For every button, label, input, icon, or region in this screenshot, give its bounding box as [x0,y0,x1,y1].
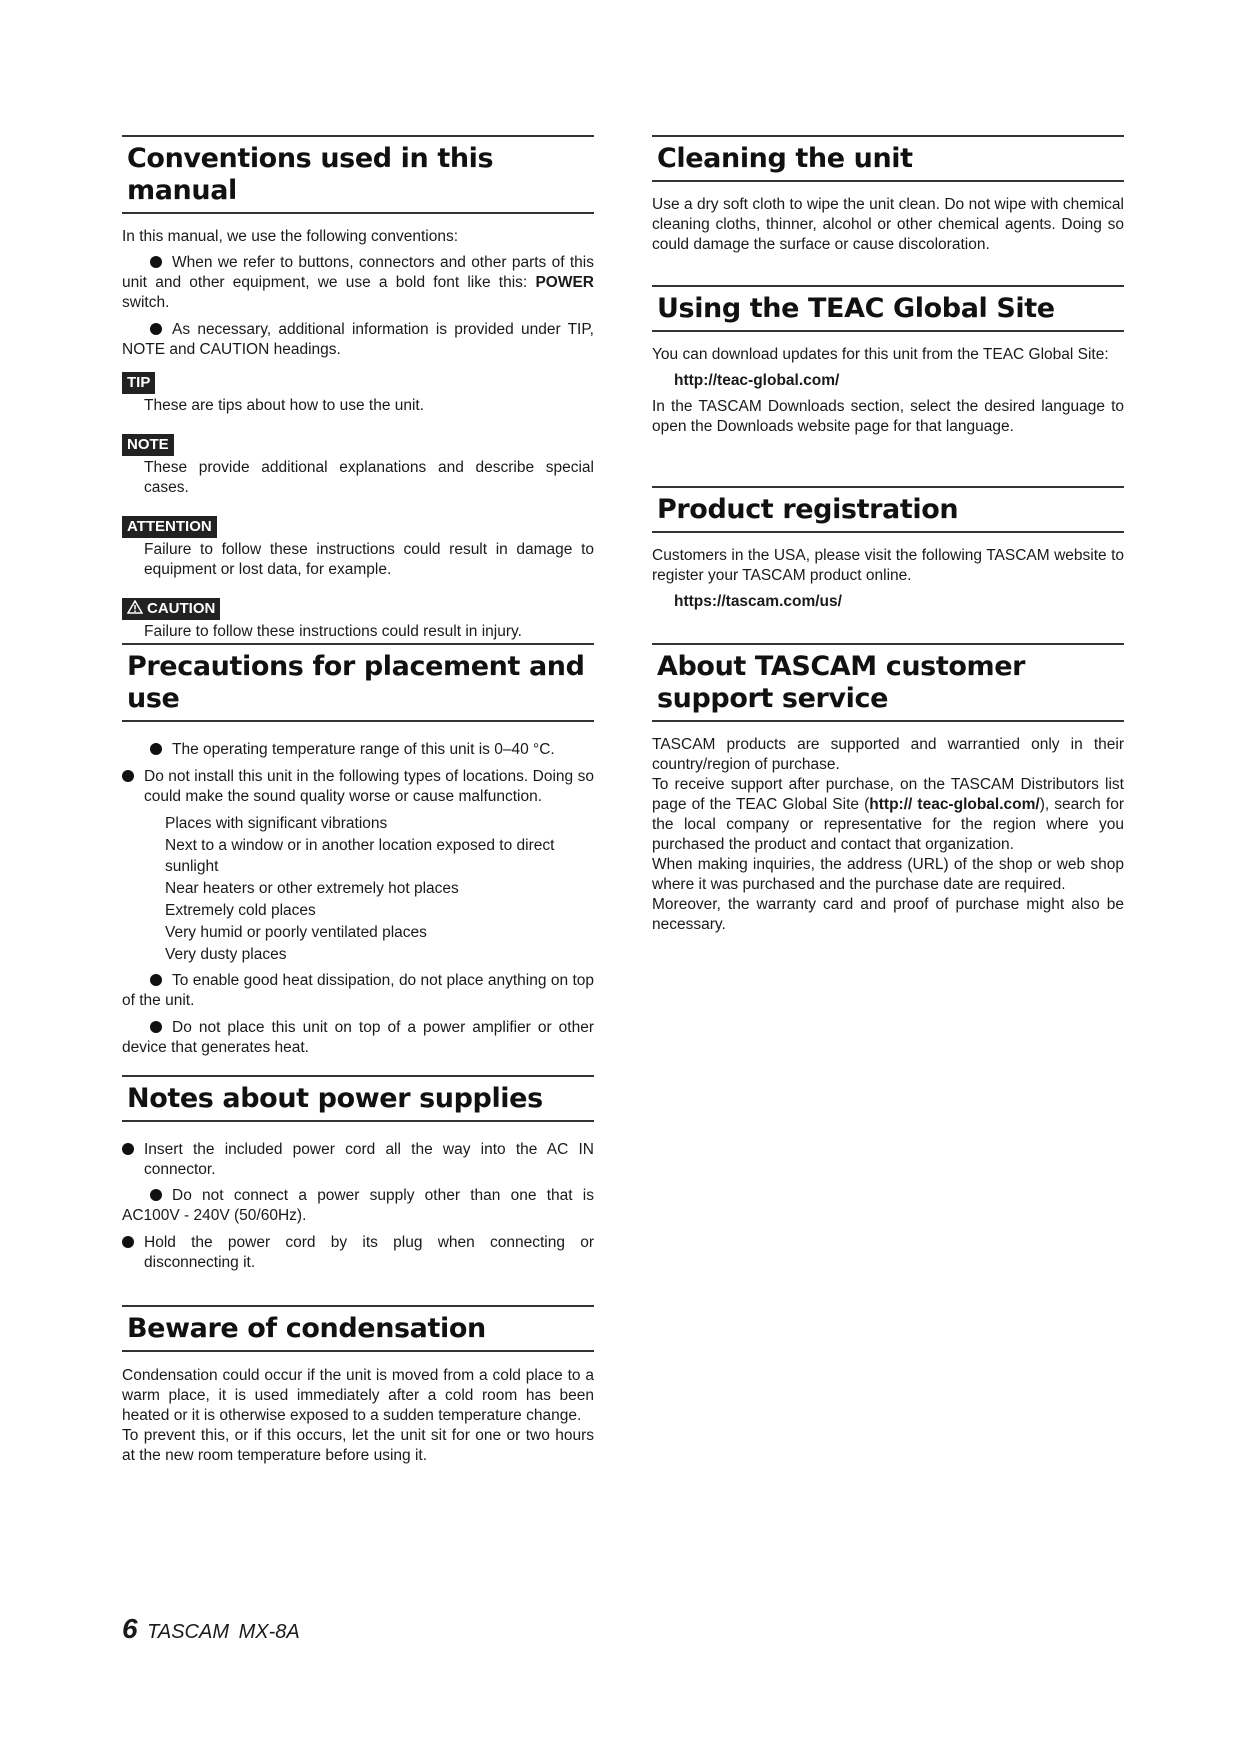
footer-brand: TASCAM [147,1621,229,1643]
bullet-icon [122,1143,134,1155]
caution-text: Failure to follow these instructions could result in injury. [144,623,522,640]
precautions-bullet-2-text: Do not install this unit in the following types of locations. Doing so could make the sound quality worse or cause malfunction. [144,768,594,805]
power-bullet-3 [122,1233,594,1273]
warning-triangle-icon [127,600,143,614]
support-p2-post: ), search for the local company or representative for the region where you purchased the product and contact that organization. [652,796,1124,853]
bullet-icon [150,1189,162,1201]
conventions-bullet-1 [122,253,594,313]
bullet-icon [122,770,134,782]
conventions-bullet-1-post: switch. [122,294,170,311]
support-title: About TASCAM customer support service [657,651,1026,714]
power-bullet-3-text: Hold the power cord by its plug when connecting or disconnecting it. [144,1234,594,1271]
precautions-bullet-3 [122,971,594,1011]
condensation-p2: To prevent this, or if this occurs, let the unit sit for one or two hours at the new room temperature before using it. [122,1427,594,1464]
support-section [652,643,1124,941]
location-item: Very humid or poorly ventilated places [165,924,427,941]
teac-global-link[interactable]: http://teac-global.com/ [674,372,840,389]
footer-model: MX-8A [238,1621,300,1643]
tip-label: TIP [122,372,155,394]
precautions-bullet-3-text: To enable good heat dissipation, do not place anything on top of the unit. [122,972,594,1009]
conventions-bullet-2 [122,320,594,360]
support-p2-link[interactable]: http:// teac-global.com/ [869,796,1040,813]
tip-text: These are tips about how to use the unit. [144,397,425,414]
precautions-bullet-1-text: The operating temperature range of this unit is 0–40 °C. [172,741,555,758]
precautions-section [122,643,594,1065]
registration-heading [652,486,1124,533]
bullet-icon [150,974,162,986]
support-p2 [652,775,1124,855]
cleaning-p1: Use a dry soft cloth to wipe the unit clean. Do not wipe with chemical cleaning cloths, thinner, alcohol or other chemical agents. Doing so could damage the surface or cause discoloration. [652,196,1124,253]
bullet-icon [150,323,162,335]
location-item: Near heaters or other extremely hot places [165,880,459,897]
location-item: Places with significant vibrations [165,815,388,832]
cleaning-section [652,135,1124,261]
precautions-bullet-1 [122,740,594,760]
location-item: Very dusty places [165,946,287,963]
power-section [122,1075,594,1279]
support-p2-pre: To receive support after purchase, on the TASCAM Distributors list page of the TEAC Global Site ( [652,776,1124,813]
bullet-icon [150,256,162,268]
global-site-heading [652,285,1124,332]
cleaning-title: Cleaning the unit [657,143,913,174]
power-heading [122,1075,594,1122]
power-title: Notes about power supplies [127,1083,543,1114]
precautions-heading [122,643,594,722]
global-site-p2: In the TASCAM Downloads section, select the desired language to open the Downloads website page for that language. [652,398,1124,435]
support-p1: TASCAM products are supported and warrantied only in their country/region of purchase. [652,736,1124,773]
conventions-bullet-2-text: As necessary, additional information is provided under TIP, NOTE and CAUTION headings. [122,321,594,358]
precautions-bullet-2 [122,767,594,807]
location-item: Next to a window or in another location exposed to direct sunlight [165,837,555,875]
global-site-section [652,285,1124,443]
conventions-section [122,135,594,656]
global-site-p1: You can download updates for this unit from the TEAC Global Site: [652,346,1109,363]
support-p4: Moreover, the warranty card and proof of purchase might also be necessary. [652,896,1124,933]
power-bullet-1-text: Insert the included power cord all the way into the AC IN connector. [144,1141,594,1178]
precautions-bullet-4-text: Do not place this unit on top of a power amplifier or other device that generates heat. [122,1019,594,1056]
location-list [122,813,594,965]
conventions-intro: In this manual, we use the following conventions: [122,228,459,245]
cleaning-heading [652,135,1124,182]
condensation-section [122,1305,594,1472]
condensation-heading [122,1305,594,1352]
power-bullet-1 [122,1140,594,1180]
global-site-title: Using the TEAC Global Site [657,293,1055,324]
conventions-heading [122,135,594,214]
page-number: 6 [122,1613,138,1644]
page-footer [122,1613,300,1645]
location-item: Extremely cold places [165,902,316,919]
precautions-bullet-4 [122,1018,594,1058]
bullet-icon [150,1021,162,1033]
power-bullet-2-text: Do not connect a power supply other than one that is AC100V - 240V (50/60Hz). [122,1187,594,1224]
caution-label-text: CAUTION [147,600,216,617]
registration-section [652,486,1124,618]
bullet-icon [150,743,162,755]
registration-title: Product registration [657,494,959,525]
conventions-bullet-1-pre: When we refer to buttons, connectors and other parts of this unit and other equipment, we use a bold font like this: [122,254,594,291]
condensation-title: Beware of condensation [127,1313,486,1344]
support-p3: When making inquiries, the address (URL) of the shop or web shop where it was purchased and the purchase date are required. [652,856,1124,893]
conventions-title: Conventions used in this manual [127,143,494,206]
bullet-icon [122,1236,134,1248]
tascam-us-link[interactable]: https://tascam.com/us/ [674,593,842,610]
conventions-bullet-1-bold: POWER [535,274,594,291]
attention-label: ATTENTION [122,516,217,538]
note-label: NOTE [122,434,174,456]
note-text: These provide additional explanations and describe special cases. [144,459,594,496]
support-heading [652,643,1124,722]
caution-label [122,598,220,620]
condensation-p1: Condensation could occur if the unit is moved from a cold place to a warm place, it is used immediately after a cold room has been heated or it is otherwise exposed to a sudden temperature change. [122,1367,594,1424]
registration-p1: Customers in the USA, please visit the following TASCAM website to register your TASCAM product online. [652,547,1124,584]
attention-text: Failure to follow these instructions could result in damage to equipment or lost data, for example. [144,541,594,578]
precautions-title: Precautions for placement and use [127,651,585,714]
power-bullet-2 [122,1186,594,1226]
